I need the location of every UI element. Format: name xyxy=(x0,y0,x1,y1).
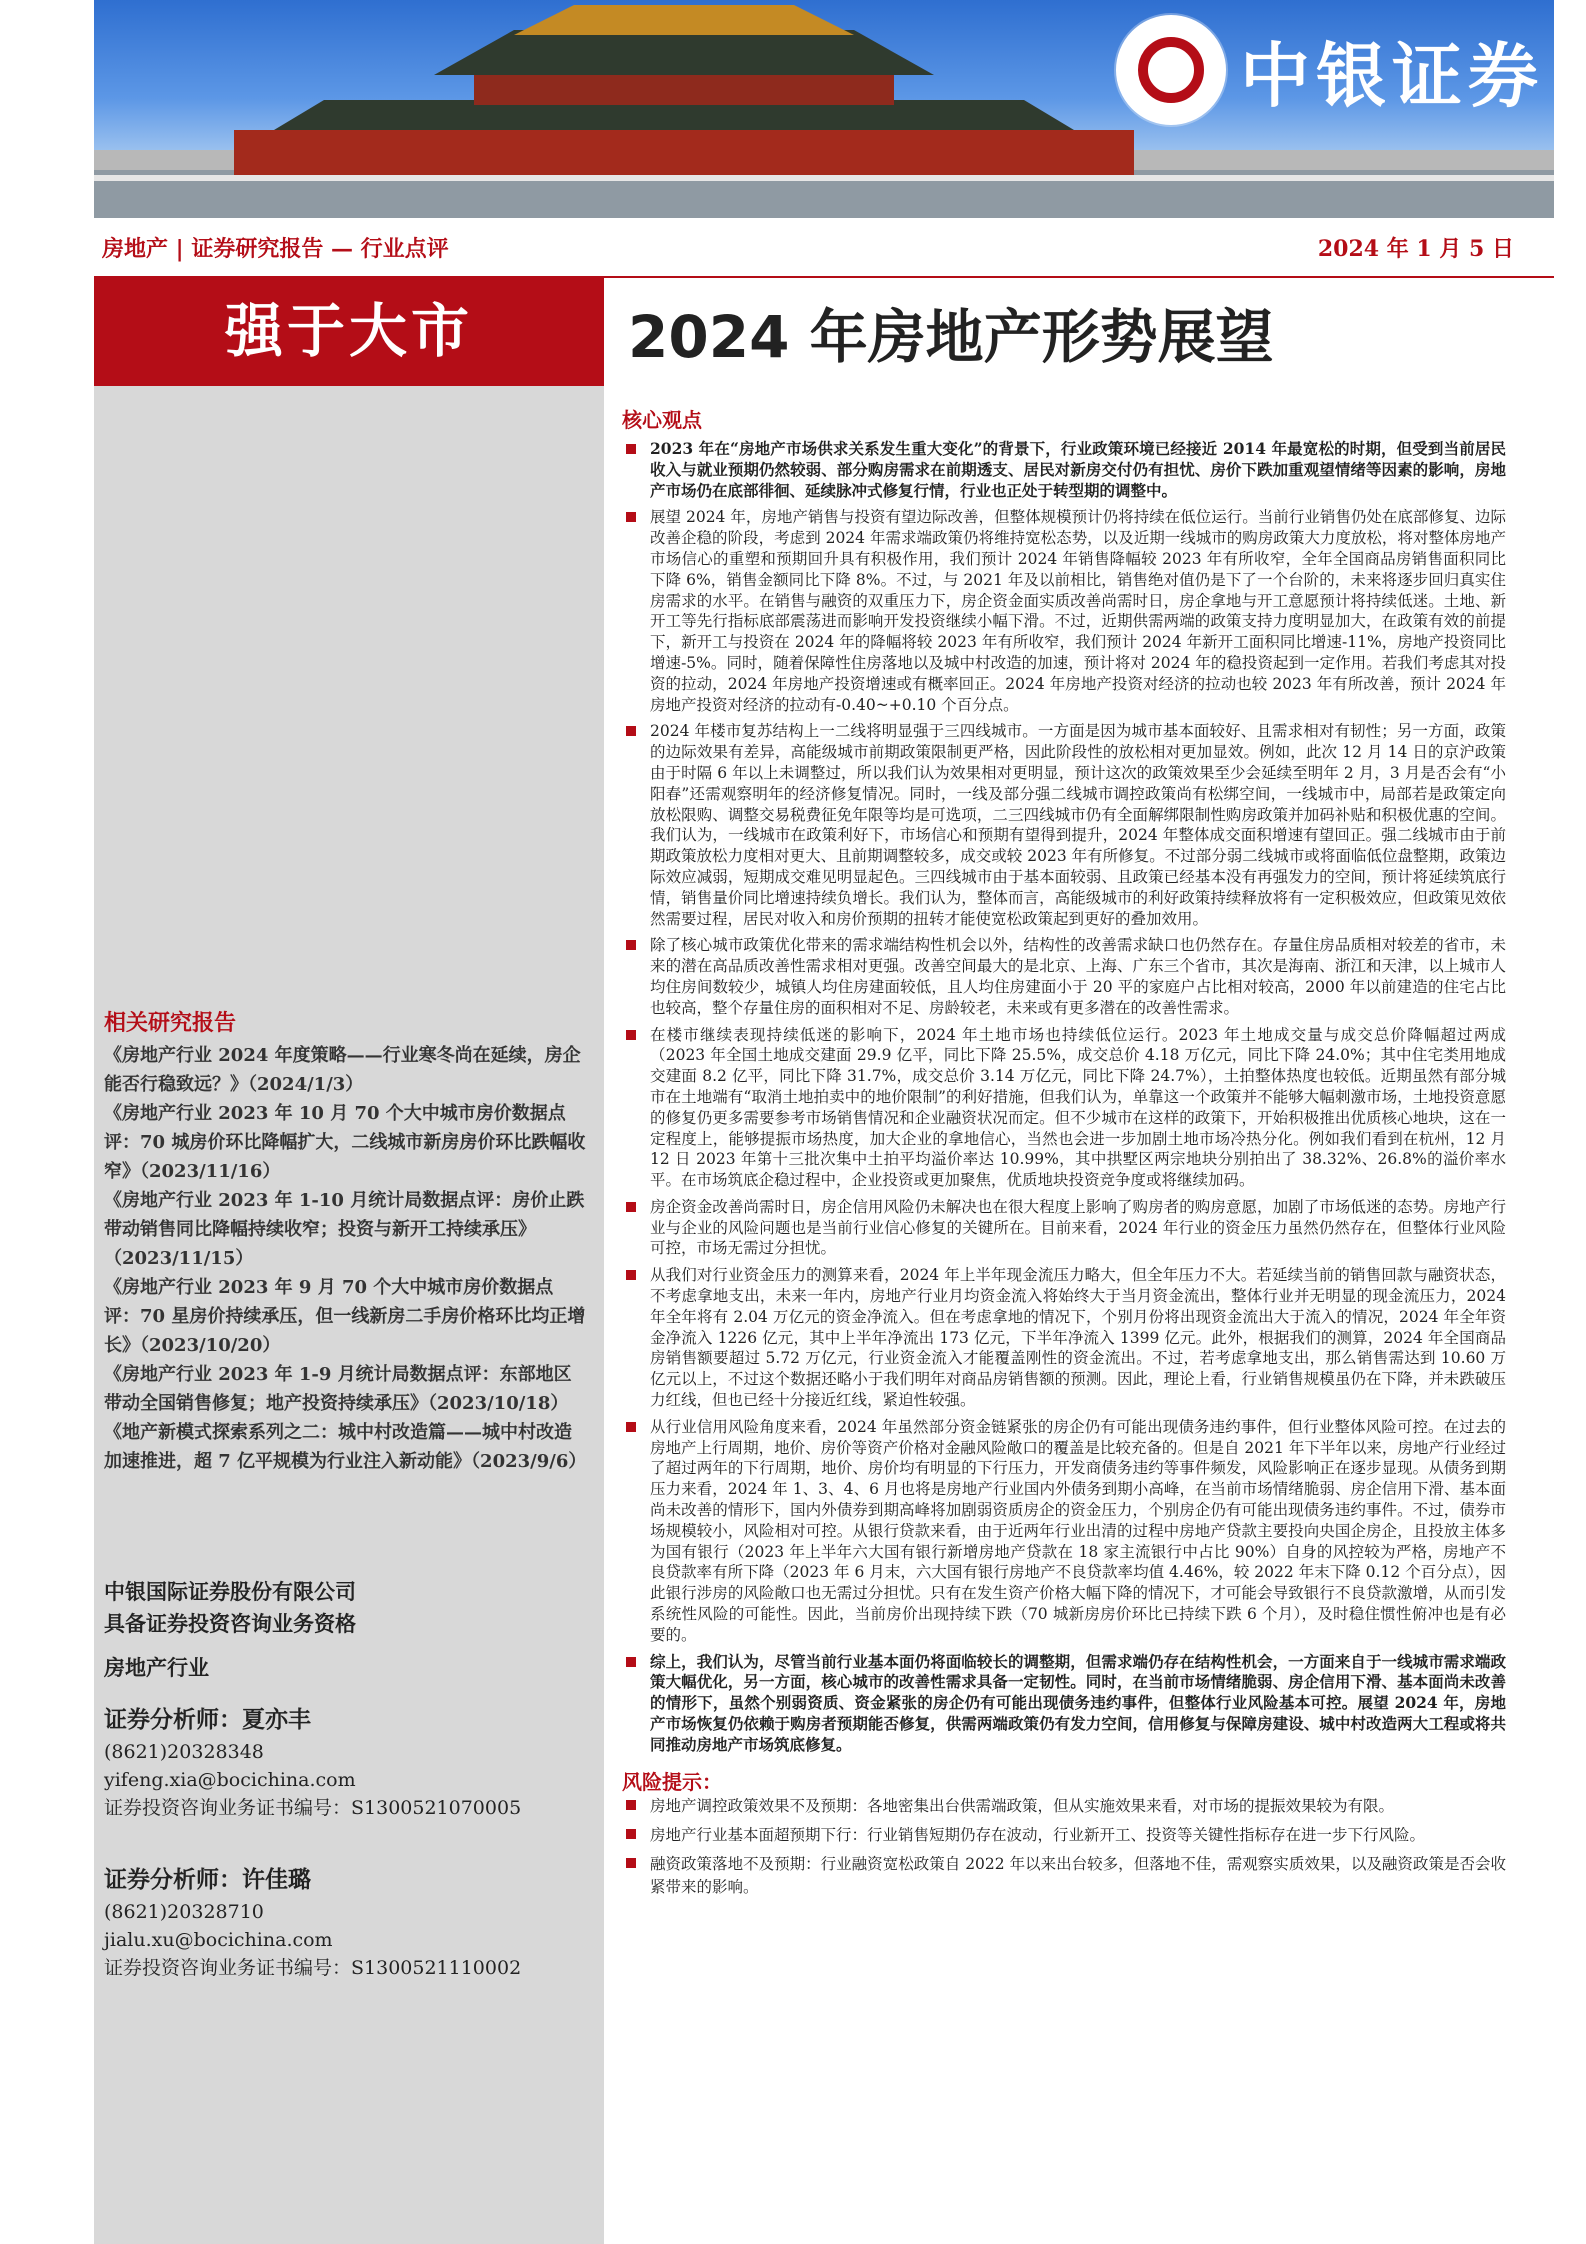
risk-item: 融资政策落地不及预期：行业融资宽松政策自 2022 年以来出台较多，但落地不佳，需观察实质效果，以及融资政策是否会收紧带来的影响。 xyxy=(622,1853,1506,1899)
related-report-link[interactable]: 《地产新模式探索系列之二：城中村改造篇——城中村改造加速推进，超 7 亿平规模为行业注入新动能》（2023/9/6） xyxy=(104,1422,587,1472)
bullet-square-icon xyxy=(626,1202,636,1212)
brand-name: 中银证券 xyxy=(1240,34,1544,117)
rating-badge: 强于大市 xyxy=(94,276,604,386)
risk-heading: 风险提示： xyxy=(622,1769,722,1794)
core-point: 2023 年在“房地产市场供求关系发生重大变化”的背景下，行业政策环境已经接近 2014 年最宽松的时期，但受到当前居民收入与就业预期仍然较弱、部分购房需求在前期透支、居民对新房交付仍有担忧、房价下跌加重观望情绪等因素的影响，房地产市场仍在底部徘徊、延续脉冲式修复行情，行业也正处于转型期的调整中。 xyxy=(622,439,1506,501)
analyst-email[interactable]: jialu.xu@bocichina.com xyxy=(104,1929,333,1951)
bullet-square-icon xyxy=(626,940,636,950)
core-views-heading: 核心观点 xyxy=(622,408,702,432)
industry-label: 房地产行业 xyxy=(104,1655,209,1680)
analyst-phone: (8621)20328710 xyxy=(104,1901,264,1923)
bullet-square-icon xyxy=(626,1800,636,1810)
report-date: 2024 年 1 月 5 日 xyxy=(1317,236,1514,262)
risk-item: 房地产调控政策效果不及预期：各地密集出台供需端政策，但从实施效果来看，对市场的提振效果较为有限。 xyxy=(622,1795,1506,1818)
bullet-square-icon xyxy=(626,1829,636,1839)
core-point: 在楼市继续表现持续低迷的影响下，2024 年土地市场也持续低位运行。2023 年土地成交量与成交总价降幅超过两成（2023 年全国土地成交建面 29.9 亿平，同比下降 25.5%，成交总价 4.18 万亿元，同比下降 24.0%；其中住宅类用地成交建面 8.2 亿平，同比下降 31.7%，成交总价 3.14 万亿元，同比下降 24.7%），土拍整体热度也较低。近期虽然有部分城市在土地端有“取消土地拍卖中的地价限制”的利好措施，但我们认为，单靠这一个政策并不能够大幅刺激市场，土地投资意愿的修复仍更多需要参考市场销售情况和企业融资状况而定。但不少城市在这样的政策下，开始积极推出优质核心地块，这在一定程度上，能够提振市场热度，加大企业的拿地信心，当然也会进一步加剧土地市场冷热分化。例如我们看到在杭州，12 月 12 日 2023 年第十三批次集中土拍平均溢价率达 10.99%，其中拱墅区两宗地块分别拍出了 38.32%、26.8%的溢价率水平。在市场筑底企稳过程中，企业投资或更加聚焦，优质地块投资竞争度或将继续加码。 xyxy=(622,1025,1506,1191)
analyst-cert: 证券投资咨询业务证书编号：S1300521070005 xyxy=(104,1797,522,1819)
bullet-square-icon xyxy=(626,444,636,454)
analyst-email[interactable]: yifeng.xia@bocichina.com xyxy=(104,1769,356,1791)
core-point: 展望 2024 年，房地产销售与投资有望边际改善，但整体规模预计仍将持续在低位运行。当前行业销售仍处在底部修复、边际改善企稳的阶段，考虑到 2024 年需求端政策仍将维持宽松态势，以及近期一线城市的购房政策大力度放松，将对整体房地产市场信心的重塑和预期回升具有积极作用，我们预计 2024 年销售降幅较 2023 年有所收窄，全年全国商品房销售面积同比下降 6%，销售金额同比下降 8%。不过，与 2021 年及以前相比，销售绝对值仍是下了一个台阶的，未来将逐步回归真实住房需求的水平。在销售与融资的双重压力下，房企资金面实质改善尚需时日，房企拿地与开工意愿预计将持续低迷。土地、新开工等先行指标底部震荡进而影响开发投资继续小幅下滑。不过，近期供需两端的政策支持力度明显加大，在政策有效的前提下，新开工与投资在 2024 年的降幅将较 2023 年有所收窄，我们预计 2024 年新开工面积同比增速-11%，房地产投资同比增速-5%。同时，随着保障性住房落地以及城中村改造的加速，预计将对 2024 年的稳投资起到一定作用。若我们考虑其对投资的拉动，2024 年房地产投资增速或有概率回正。2024 年房地产投资对经济的拉动也较 2023 年有所改善，预计 2024 年房地产投资对经济的拉动有-0.40~+0.10 个百分点。 xyxy=(622,507,1506,715)
related-reports xyxy=(104,1006,588,1476)
analyst-cert: 证券投资咨询业务证书编号：S1300521110002 xyxy=(104,1957,522,1979)
related-report-link[interactable]: 《房地产行业 2023 年 10 月 70 个大中城市房价数据点评：70 城房价环比降幅扩大，二线城市新房房价环比跌幅收窄》（2023/11/16） xyxy=(104,1103,586,1182)
analyst-name: 证券分析师：夏亦丰 xyxy=(104,1706,311,1733)
bullet-square-icon xyxy=(626,726,636,736)
risk-item: 房地产行业基本面超预期下行：行业销售短期仍存在波动，行业新开工、投资等关键性指标存在进一步下行风险。 xyxy=(622,1824,1506,1847)
analyst-card xyxy=(104,1866,588,1982)
boc-logo-icon xyxy=(1116,15,1226,125)
bullet-square-icon xyxy=(626,1657,636,1667)
bullet-square-icon xyxy=(626,512,636,522)
core-point: 综上，我们认为，尽管当前行业基本面仍将面临较长的调整期，但需求端仍存在结构性机会，一方面来自于一线城市需求端政策大幅优化，另一方面，核心城市的改善性需求具备一定韧性。同时，在当前市场情绪脆弱、房企信用下滑、基本面尚未改善的情形下，虽然个别弱资质、资金紧张的房企仍有可能出现债务违约事件，但整体行业风险基本可控。展望 2024 年，房地产市场恢复仍依赖于购房者预期能否修复，供需两端政策仍有发力空间，信用修复与保障房建设、城中村改造两大工程或将共同推动房地产市场筑底修复。 xyxy=(622,1652,1506,1756)
related-report-link[interactable]: 《房地产行业 2023 年 1-10 月统计局数据点评：房价止跌带动销售同比降幅持续收窄；投资与新开工持续承压》（2023/11/15） xyxy=(104,1190,585,1269)
company-name: 中银国际证券股份有限公司 xyxy=(104,1579,356,1604)
core-point: 从我们对行业资金压力的测算来看，2024 年上半年现金流压力略大，但全年压力不大。若延续当前的销售回款与融资状态，不考虑拿地支出，未来一年内，房地产行业月均资金流入将始终大于当月资金流出，整体行业并无明显的现金流压力，2024 年全年将有 2.04 万亿元的资金净流入。但在考虑拿地的情况下，个别月份将出现资金流出大于流入的情况，2024 年全年资金净流入 1226 亿元，其中上半年净流出 173 亿元，下半年净流入 1399 亿元。此外，根据我们的测算，2024 年全国商品房销售额要超过 5.72 万亿元，行业资金流入才能覆盖刚性的资金流出。不过，若考虑拿地支出，那么销售需达到 10.60 万亿元以上，不过这个数据还略小于我们明年对商品房销售额的预测。因此，理论上看，行业销售规模虽仍在下降，并未跌破压力红线，但也已经十分接近红线，紧迫性较强。 xyxy=(622,1265,1506,1411)
header-banner-image xyxy=(94,0,1554,218)
core-point: 从行业信用风险角度来看，2024 年虽然部分资金链紧张的房企仍有可能出现债务违约事件，但行业整体风险可控。在过去的房地产上行周期，地价、房价等资产价格对金融风险敞口的覆盖是比较充备的。但是自 2021 年下半年以来，房地产行业经过了超过两年的下行周期，地价、房价均有明显的下行压力，开发商债务违约等事件频发，风险影响正在逐步显现。从债务到期压力来看，2024 年 1、3、4、6 月也将是房地产行业国内外债务到期小高峰，在当前市场情绪脆弱、房企信用下滑、基本面尚未改善的情形下，国内外债券到期高峰将加剧弱资质房企的资金压力，个别房企仍有可能出现债务违约事件。不过，债券市场规模较小，风险相对可控。从银行贷款来看，由于近两年行业出清的过程中房地产贷款主要投向央国企房企，且投放主体多为国有银行（2023 年上半年六大国有银行新增房地产贷款在 18 家主流银行中占比 90%）自身的风控较为严格，房地产不良贷款率有所下降（2023 年 6 月末，六大国有银行房地产不良贷款率均值 4.46%，较 2022 年末下降 0.12 个百分点），因此银行涉房的风险敞口也无需过分担忧。只有在发生资产价格大幅下降的情况下，才可能会导致银行不良贷款激增，从而引发系统性风险的可能性。因此，当前房价出现持续下跌（70 城新房房价环比已持续下跌 6 个月），及时稳住惯性俯冲也是有必要的。 xyxy=(622,1417,1506,1646)
analyst-card xyxy=(104,1706,588,1822)
related-report-link[interactable]: 《房地产行业 2023 年 9 月 70 个大中城市房价数据点评：70 星房价持续承压，但一线新房二手房价格环比均正增长》（2023/10/20） xyxy=(104,1277,586,1356)
core-point: 除了核心城市政策优化带来的需求端结构性机会以外，结构性的改善需求缺口也仍然存在。存量住房品质相对较差的省市，未来的潜在高品质改善性需求相对更强。改善空间最大的是北京、上海、广东三个省市，其次是海南、浙江和天津，以上城市人均住房间数较少，城镇人均住房建面较低，且人均住房建面小于 20 平的家庭户占比相对较高，2000 年以前建造的住宅占比也较高，整个存量住房的面积相对不足、房龄较老，未来或有更多潜在的改善性需求。 xyxy=(622,935,1506,1018)
core-point: 房企资金改善尚需时日，房企信用风险仍未解决也在很大程度上影响了购房者的购房意愿，加剧了市场低迷的态势。房地产行业与企业的风险问题也是当前行业信心修复的关键所在。目前来看，2024 年行业的资金压力虽然仍然存在，但整体行业风险可控，市场无需过分担忧。 xyxy=(622,1197,1506,1259)
report-title: 2024 年房地产形势展望 xyxy=(628,303,1274,371)
core-views xyxy=(622,404,1506,1905)
analyst-phone: (8621)20328348 xyxy=(104,1741,264,1763)
related-report-link[interactable]: 《房地产行业 2023 年 1-9 月统计局数据点评：东部地区带动全国销售修复；地产投资持续承压》（2023/10/18） xyxy=(104,1364,572,1414)
report-category-bar xyxy=(94,218,1554,278)
bullet-square-icon xyxy=(626,1270,636,1280)
analyst-name: 证券分析师：许佳璐 xyxy=(104,1866,311,1893)
core-point: 2024 年楼市复苏结构上一二线将明显强于三四线城市。一方面是因为城市基本面较好、且需求相对有韧性；另一方面，政策的边际效果有差异，高能级城市前期政策限制更严格，因此阶段性的放松相对更加显效。例如，此次 12 月 14 日的京沪政策由于时隔 6 年以上未调整过，所以我们认为效果相对更明显，预计这次的政策效果至少会延续至明年 2 月，3 月是否会有“小阳春”还需观察明年的经济修复情况。同时，一线及部分强二线城市调控政策尚有松绑空间，一线城市中，局部若是政策定向放松限购、调整交易税费征免年限等均是可选项，二三四线城市仍有全面解绑限制性购房政策并加码补贴和积极优惠的空间。我们认为，一线城市在政策利好下，市场信心和预期有望得到提升，2024 年整体成交面积增速有望回正。强二线城市由于前期政策放松力度相对更大、且前期调整较多，成交或较 2023 年有所修复。不过部分弱二线城市或将面临低位盘整期，政策边际效应减弱，短期成交难见明显起色。三四线城市由于基本面较弱、且政策已经基本没有再强发力的空间，预计将延续筑底行情，销售量价同比增速持续负增长。我们认为，整体而言，高能级城市的利好政策持续释放将有一定积极效应，但政策见效依然需要过程，居民对收入和房价预期的扭转才能使宽松政策起到更好的叠加效用。 xyxy=(622,721,1506,929)
bullet-square-icon xyxy=(626,1858,636,1868)
related-report-link[interactable]: 《房地产行业 2024 年度策略——行业寒冬尚在延续，房企能否行稳致远？》（2024/1/3） xyxy=(104,1045,581,1095)
report-category: 房地产 | 证券研究报告 — 行业点评 xyxy=(102,236,449,262)
bullet-square-icon xyxy=(626,1030,636,1040)
bullet-square-icon xyxy=(626,1422,636,1432)
brand-logo xyxy=(1116,10,1544,130)
company-qualification: 具备证券投资咨询业务资格 xyxy=(104,1611,356,1636)
related-reports-heading: 相关研究报告 xyxy=(104,1011,237,1036)
company-info xyxy=(104,1576,588,1684)
